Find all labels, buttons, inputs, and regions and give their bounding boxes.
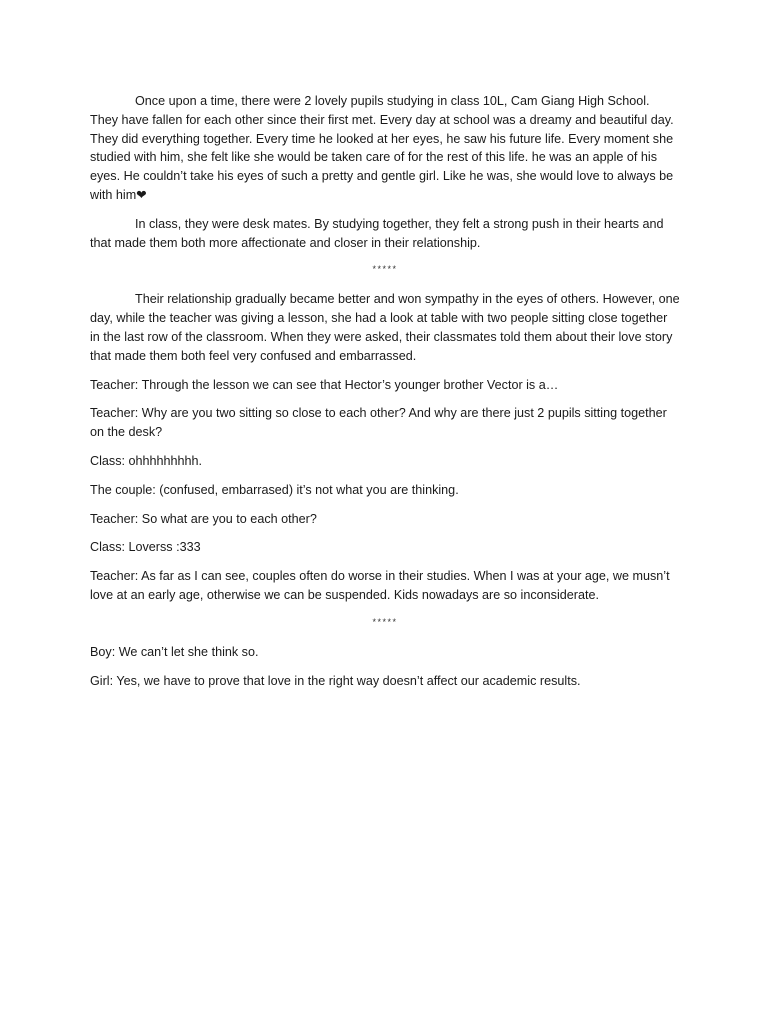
dialogue-line-2: Teacher: Why are you two sitting so close to each other? And why are there just 2 pupils sitting together on the desk? [90, 406, 667, 440]
dialogue-line-7: Teacher: As far as I can see, couples often do worse in their studies. When I was at your age, we musn’t love at an early age, otherwise we can be suspended. Kids nowadays are so inconsiderate. [90, 569, 670, 602]
section-separator-2: ***** [372, 616, 398, 627]
dialogue-line-8: Boy: We can’t let she think so. [90, 644, 259, 659]
dialogue-line-3: Class: ohhhhhhhhh. [90, 453, 203, 468]
story-paragraph-3: Their relationship gradually became better and won sympathy in the eyes of others. However, one day, while the teacher was giving a lesson, she had a look at table with two people sitting close together in the last row of the classroom. When they were asked, their classmates told them about their love story that made them both feel very confused and embarrassed. [90, 292, 680, 363]
dialogue-line-5: Teacher: So what are you to each other? [90, 511, 317, 526]
document-page [90, 92, 680, 700]
dialogue-line-1: Teacher: Through the lesson we can see that Hector’s younger brother Vector is a… [90, 377, 559, 392]
dialogue-line-4: The couple: (confused, embarrased) it’s not what you are thinking. [90, 482, 459, 497]
dialogue-line-9: Girl: Yes, we have to prove that love in the right way doesn’t affect our academic results. [90, 673, 581, 688]
story-paragraph-1: Once upon a time, there were 2 lovely pupils studying in class 10L, Cam Giang High School. They have fallen for each other since their first met. Every day at school was a dreamy and beautiful day. They did everything together. Every time he looked at her eyes, he saw his future life. Every moment she studied with him, she felt like she would be taken care of for the rest of this life. he was an apple of his eyes. He couldn’t take his eyes of such a pretty and gentle girl. Like he was, she would love to always be with him❤ [90, 94, 674, 202]
section-separator-1: ***** [372, 264, 398, 275]
dialogue-line-6: Class: Loverss :333 [90, 540, 201, 555]
story-paragraph-2: In class, they were desk mates. By studying together, they felt a strong push in their hearts and that made them both more affectionate and closer in their relationship. [90, 216, 664, 250]
